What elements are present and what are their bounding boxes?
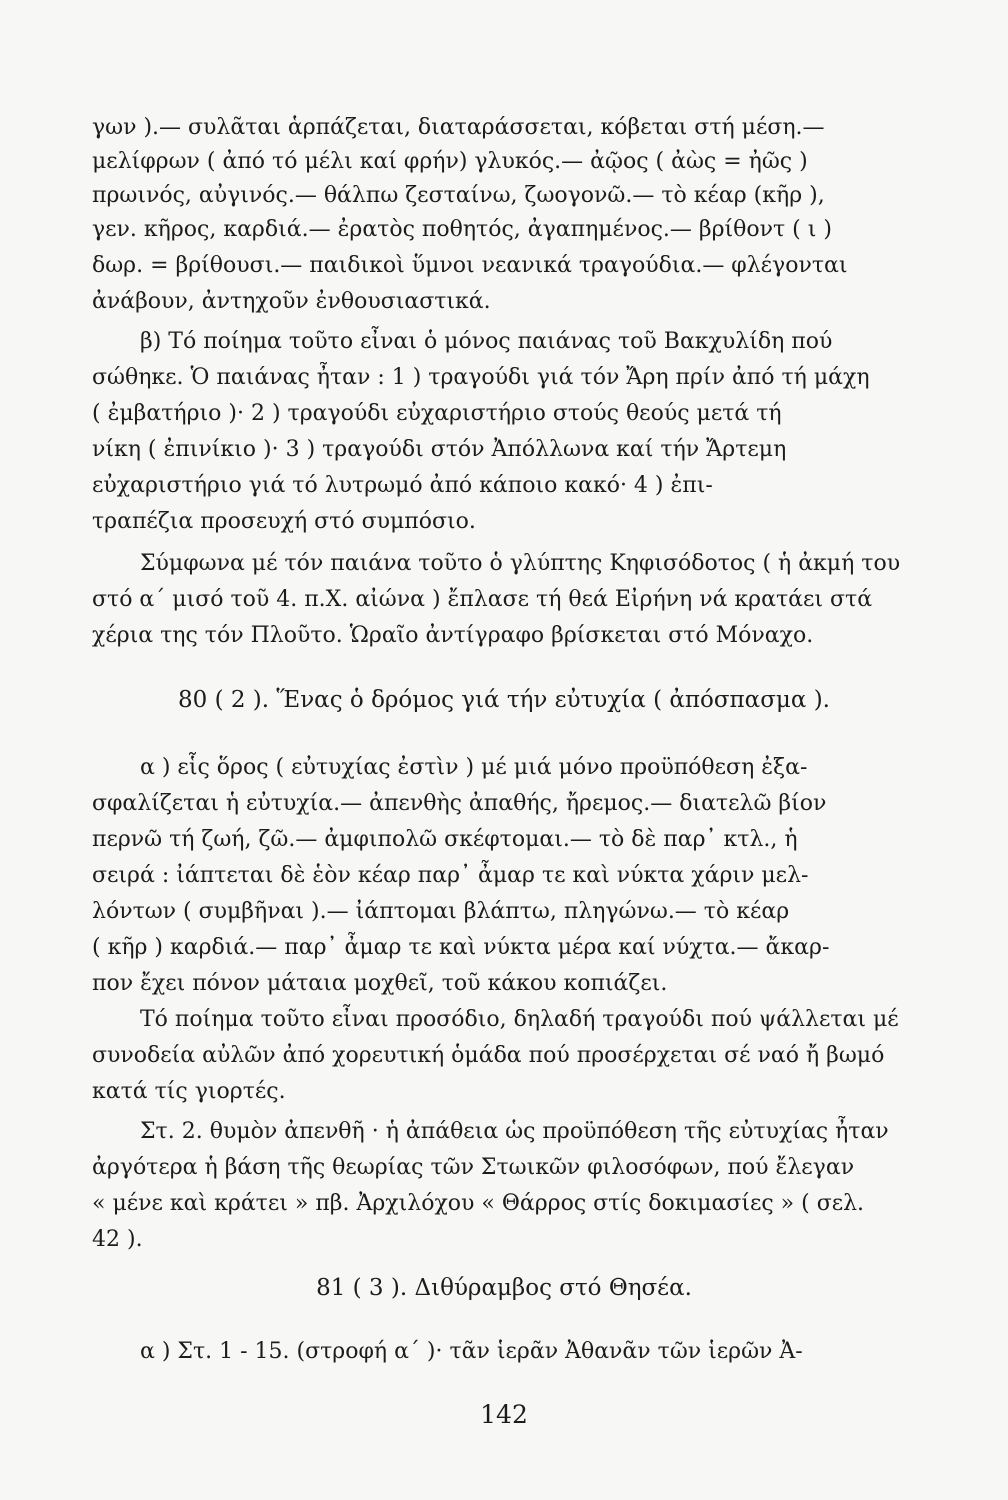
text-line: ἀργότερα ἡ βάση τῆς θεωρίας τῶν Στωικῶν φιλοσόφων, πού ἔλεγαν [92,1155,855,1180]
text-line: σώθηκε. Ὁ παιάνας ἦταν : 1 ) τραγούδι γιά τόν Ἄρη πρίν ἀπό τή μάχη [92,365,870,390]
text-line: ( κῆρ ) καρδιά.— παρ᾽ ἆμαρ τε καὶ νύκτα μέρα καί νύχτα.— ἄκαρ- [92,935,830,960]
text-line: σφαλίζεται ἡ εὐτυχία.— ἀπενθὴς ἀπαθής, ἤρεμος.— διατελῶ βίον [92,791,827,816]
text-line: α ) Στ. 1 - 15. (στροφή α΄ )· τᾶν ἱερᾶν Ἀθανᾶν τῶν ἱερῶν Ἀ- [140,1339,803,1364]
text-line: περνῶ τή ζωή, ζῶ.— ἀμφιπολῶ σκέφτομαι.— τὸ δὲ παρ᾽ κτλ., ἡ [92,827,798,852]
text-line: νίκη ( ἐπινίκιο )· 3 ) τραγούδι στόν Ἀπόλλωνα καί τήν Ἄρτεμη [92,437,787,462]
page-number: 142 [480,1400,528,1429]
text-line: ἀνάβουν, ἀντηχοῦν ἐνθουσιαστικά. [92,289,491,314]
text-line: σειρά : ἰάπτεται δὲ ἑὸν κέαρ παρ᾽ ἆμαρ τε καὶ νύκτα χάριν μελ- [92,863,809,888]
text-line: λόντων ( συμβῆναι ).— ἰάπτομαι βλάπτω, πληγώνω.— τὸ κέαρ [92,899,790,924]
text-line: συνοδεία αὐλῶν ἀπό χορευτική ὁμάδα πού προσέρχεται σέ ναό ἤ βωμό [92,1043,885,1068]
text-line: δωρ. = βρίθουσι.— παιδικοὶ ὕμνοι νεανικά τραγούδια.— φλέγονται [92,253,848,278]
text-line: κατά τίς γιορτές. [92,1079,286,1104]
text-line: Στ. 2. θυμὸν ἀπενθῆ · ἡ ἀπάθεια ὡς προϋπόθεση τῆς εὐτυχίας ἦταν [140,1119,889,1144]
text-line: 42 ). [92,1227,143,1252]
text-line: ( ἐμβατήριο )· 2 ) τραγούδι εὐχαριστήριο στούς θεούς μετά τή [92,401,782,426]
text-line: Τό ποίημα τοῦτο εἶναι προσόδιο, δηλαδή τραγούδι πού ψάλλεται μέ [140,1007,899,1032]
text-line: μελίφρων ( ἀπό τό μέλι καί φρήν) γλυκός.— ἀῷος ( ἀὼς = ἠῶς ) [92,149,808,174]
text-line: πον ἔχει πόνον μάταια μοχθεῖ, τοῦ κάκου κοπιάζει. [92,971,668,996]
text-line: στό α΄ μισό τοῦ 4. π.Χ. αἰώνα ) ἔπλασε τή θεά Εἰρήνη νά κρατάει στά [92,587,873,612]
text-line: εὐχαριστήριο γιά τό λυτρωμό ἀπό κάποιο κακό· 4 ) ἐπι- [92,473,713,498]
text-line: Σύμφωνα μέ τόν παιάνα τοῦτο ὁ γλύπτης Κηφισόδοτος ( ἡ ἀκμή του [140,551,901,576]
text-line: « μένε καὶ κράτει » πβ. Ἀρχιλόχου « Θάρρος στίς δοκιμασίες » ( σελ. [92,1191,865,1216]
text-line: α ) εἷς ὅρος ( εὐτυχίας ἐστὶν ) μέ μιά μόνο προϋπόθεση ἐξα- [140,755,808,780]
text-line: β) Τό ποίημα τοῦτο εἶναι ὁ μόνος παιάνας τοῦ Βακχυλίδη πού [140,329,833,354]
text-line: χέρια της τόν Πλοῦτο. Ὡραῖο ἀντίγραφο βρίσκεται στό Μόναχο. [92,623,814,648]
section-heading: 80 ( 2 ). Ἕνας ὁ δρόμος γιά τήν εὐτυχία ( ἀπόσπασμα ). [178,687,830,713]
text-line: γων ).— συλᾶται ἁρπάζεται, διαταράσσεται, κόβεται στή μέση.— [92,115,825,140]
text-line: τραπέζια προσευχή στό συμπόσιο. [92,509,476,534]
text-line: γεν. κῆρος, καρδιά.— ἐρατὸς ποθητός, ἀγαπημένος.— βρίθοντ ( ι ) [92,217,832,242]
text-line: πρωινός, αὐγινός.— θάλπω ζεσταίνω, ζωογονῶ.— τὸ κέαρ (κῆρ ), [92,183,825,208]
section-heading: 81 ( 3 ). Διθύραμβος στό Θησέα. [316,1275,692,1301]
